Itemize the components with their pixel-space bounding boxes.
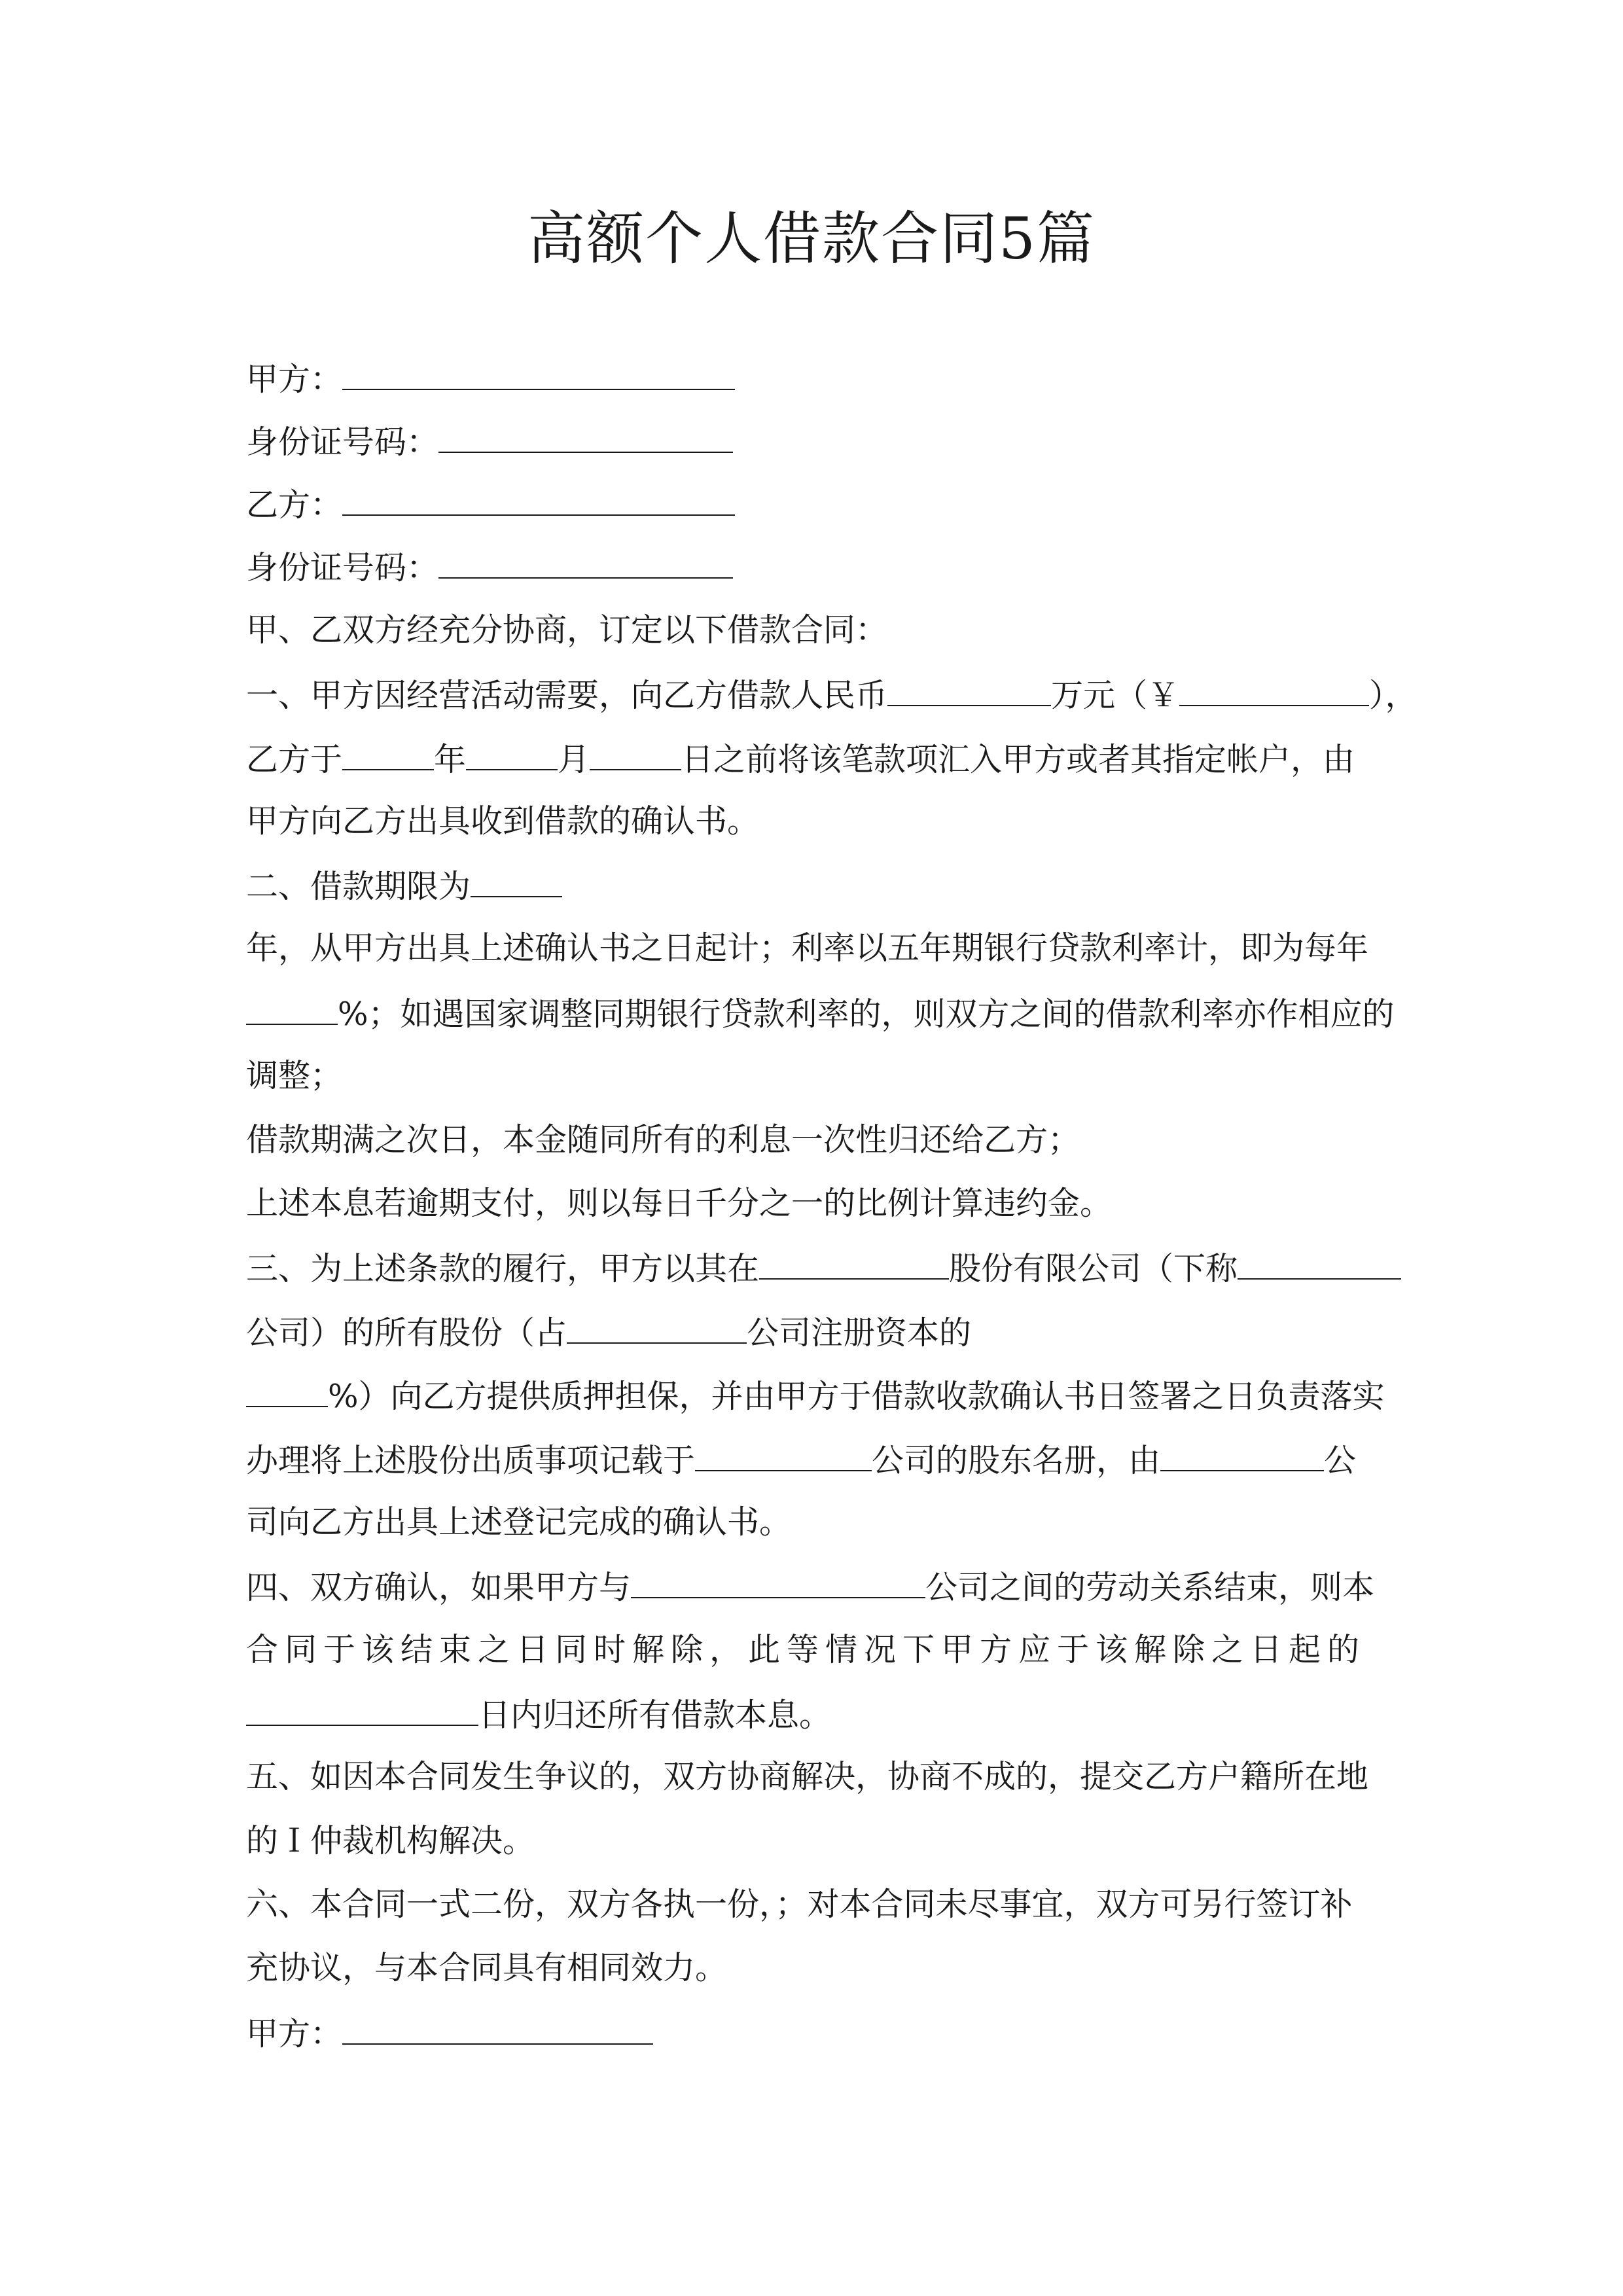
clause-4-text-a: 四、双方确认，如果甲方与 bbox=[246, 1569, 632, 1606]
clause-3-line-2 bbox=[246, 1302, 1378, 1361]
day-blank[interactable] bbox=[590, 728, 681, 770]
clause-3-line-4 bbox=[246, 1429, 1378, 1488]
employer-company-blank[interactable] bbox=[631, 1556, 925, 1598]
clause-2-line-6: 上述本息若逾期支付，则以每日千分之一的比例计算违约金。 bbox=[246, 1185, 1113, 1222]
loan-amount-blank[interactable] bbox=[887, 664, 1051, 706]
clause-4-line-3 bbox=[246, 1684, 1378, 1743]
clause-6-line-1: 六、本合同一式二份，双方各执一份，；对本合同未尽事宜，双方可另行签订补 bbox=[246, 1886, 1353, 1923]
issuing-company-blank[interactable] bbox=[1160, 1429, 1324, 1471]
share-percent-blank[interactable] bbox=[246, 1365, 328, 1407]
clause-1-text-f: 月 bbox=[558, 741, 590, 778]
clause-2-line-4: 调整； bbox=[246, 1057, 343, 1094]
repayment-days-blank[interactable] bbox=[246, 1684, 478, 1726]
intro-text: 甲、乙双方经充分协商，订定以下借款合同： bbox=[246, 611, 888, 649]
party-a-label: 甲方： bbox=[246, 361, 343, 398]
month-blank[interactable] bbox=[466, 728, 558, 770]
clause-2-line-1 bbox=[246, 855, 1378, 914]
party-b-line bbox=[246, 474, 1378, 533]
clause-5-line-2: 的Ｉ仲裁机构解决。 bbox=[246, 1822, 535, 1859]
clause-2-line-2: 年，从甲方出具上述确认书之日起计；利率以五年期银行贷款利率计，即为每年 bbox=[246, 929, 1369, 967]
clause-2-text-a: 二、借款期限为 bbox=[246, 868, 471, 905]
loan-term-blank[interactable] bbox=[471, 855, 562, 897]
id-number-blank-1[interactable] bbox=[438, 411, 733, 453]
clause-3-text-d: 公司注册资本的 bbox=[747, 1314, 972, 1352]
clause-1-line-1 bbox=[246, 664, 1418, 723]
clause-3-line-5: 司向乙方出具上述登记完成的确认书。 bbox=[246, 1503, 792, 1541]
party-a-blank[interactable] bbox=[342, 348, 735, 390]
year-blank[interactable] bbox=[342, 728, 434, 770]
share-company-blank[interactable] bbox=[567, 1302, 747, 1344]
clause-3-text-a: 三、为上述条款的履行，甲方以其在 bbox=[246, 1250, 760, 1287]
clause-6-line-2: 充协议，与本合同具有相同效力。 bbox=[246, 1949, 728, 1986]
clause-1-line-2 bbox=[246, 728, 1378, 787]
id-label-2: 身份证号码： bbox=[246, 549, 439, 586]
register-company-blank[interactable] bbox=[695, 1429, 872, 1471]
clause-1-text-a: 一、甲方因经营活动需要，向乙方借款人民币 bbox=[246, 677, 888, 714]
clause-1-line-3: 甲方向乙方出具收到借款的确认书。 bbox=[246, 802, 760, 840]
interest-rate-blank[interactable] bbox=[246, 983, 338, 1025]
clause-3-text-b: 股份有限公司（下称 bbox=[949, 1250, 1238, 1287]
document-title: 高额个人借款合同5篇 bbox=[527, 205, 1096, 272]
signature-party-a-line bbox=[246, 2003, 1378, 2062]
clause-2-text-c: %；如遇国家调整同期银行贷款利率的，则双方之间的借款利率亦作相应的 bbox=[338, 996, 1395, 1033]
clause-1-text-c: ）， bbox=[1369, 677, 1418, 714]
clause-3-text-f: 办理将上述股份出质事项记载于 bbox=[246, 1442, 696, 1479]
party-b-blank[interactable] bbox=[342, 474, 735, 516]
clause-1-text-b: 万元（￥ bbox=[1051, 677, 1180, 714]
company-name-blank[interactable] bbox=[759, 1238, 949, 1280]
clause-3-text-e: %）向乙方提供质押担保，并由甲方于借款收款确认书日签署之日负责落实 bbox=[328, 1378, 1385, 1415]
id-number-line-2 bbox=[246, 537, 1378, 596]
clause-1-text-e: 年 bbox=[434, 741, 467, 778]
clause-4-text-d: 日内归还所有借款本息。 bbox=[478, 1696, 832, 1734]
clause-1-text-g: 日之前将该笔款项汇入甲方或者其指定帐户，由 bbox=[681, 741, 1355, 778]
clause-3-line-1 bbox=[246, 1238, 1378, 1297]
clause-3-text-g: 公司的股东名册，由 bbox=[872, 1442, 1161, 1479]
party-b-label: 乙方： bbox=[246, 486, 343, 524]
clause-2-line-5: 借款期满之次日，本金随同所有的利息一次性归还给乙方； bbox=[246, 1121, 1080, 1158]
company-short-name-blank[interactable] bbox=[1238, 1238, 1401, 1280]
clause-1-text-d: 乙方于 bbox=[246, 741, 343, 778]
id-number-line-1 bbox=[246, 411, 1378, 470]
id-number-blank-2[interactable] bbox=[438, 537, 733, 579]
party-a-line bbox=[246, 348, 1378, 407]
clause-4-line-1 bbox=[246, 1556, 1378, 1615]
clause-4-text-b: 公司之间的劳动关系结束，则本 bbox=[925, 1569, 1375, 1606]
clause-3-text-h: 公 bbox=[1324, 1442, 1357, 1479]
signature-party-a-blank[interactable] bbox=[342, 2003, 653, 2045]
clause-3-line-3 bbox=[246, 1365, 1385, 1424]
clause-2-line-3 bbox=[246, 983, 1395, 1042]
clause-5-line-1: 五、如因本合同发生争议的，双方协商解决，协商不成的，提交乙方户籍所在地 bbox=[246, 1758, 1369, 1795]
loan-amount-yuan-blank[interactable] bbox=[1179, 664, 1369, 706]
signature-party-a-label: 甲方： bbox=[246, 2015, 343, 2053]
clause-4-line-2: 合同于该结束之日同时解除，此等情况下甲方应于该解除之日起的 bbox=[246, 1631, 1366, 1668]
clause-3-text-c: 公司）的所有股份（占 bbox=[246, 1314, 567, 1352]
id-label-1: 身份证号码： bbox=[246, 423, 439, 461]
